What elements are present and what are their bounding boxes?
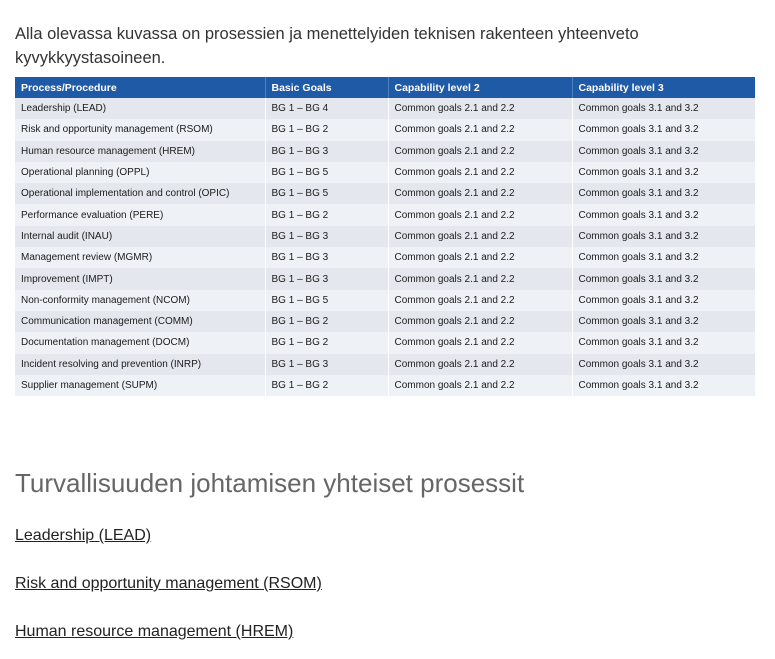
process-cell: Supplier management (SUPM) <box>15 375 265 396</box>
capability-2-cell: Common goals 2.1 and 2.2 <box>388 204 572 225</box>
process-cell: Communication management (COMM) <box>15 311 265 332</box>
capability-2-cell: Common goals 2.1 and 2.2 <box>388 247 572 268</box>
process-cell: Management review (MGMR) <box>15 247 265 268</box>
section-title: Turvallisuuden johtamisen yhteiset prosessit <box>15 468 525 498</box>
process-cell: Operational planning (OPPL) <box>15 162 265 183</box>
capability-3-cell: Common goals 3.1 and 3.2 <box>572 204 755 225</box>
basic-goals-cell: BG 1 – BG 2 <box>265 375 388 396</box>
capability-3-cell: Common goals 3.1 and 3.2 <box>572 226 755 247</box>
intro-paragraph: Alla olevassa kuvassa on prosessien ja menettelyiden teknisen rakenteen yhteenveto kyvykkyystasoineen. <box>15 24 639 67</box>
table-row <box>15 119 755 140</box>
basic-goals-cell: BG 1 – BG 2 <box>265 119 388 140</box>
basic-goals-cell: BG 1 – BG 5 <box>265 290 388 311</box>
table-row <box>15 204 755 225</box>
basic-goals-cell: BG 1 – BG 5 <box>265 162 388 183</box>
capability-3-cell: Common goals 3.1 and 3.2 <box>572 98 755 119</box>
process-cell: Internal audit (INAU) <box>15 226 265 247</box>
capability-3-cell: Common goals 3.1 and 3.2 <box>572 375 755 396</box>
capability-3-cell: Common goals 3.1 and 3.2 <box>572 162 755 183</box>
process-cell: Non-conformity management (NCOM) <box>15 290 265 311</box>
table-row <box>15 354 755 375</box>
capability-3-cell: Common goals 3.1 and 3.2 <box>572 247 755 268</box>
capability-2-cell: Common goals 2.1 and 2.2 <box>388 375 572 396</box>
table-row <box>15 290 755 311</box>
basic-goals-cell: BG 1 – BG 3 <box>265 226 388 247</box>
table-row <box>15 98 755 119</box>
capability-2-cell: Common goals 2.1 and 2.2 <box>388 141 572 162</box>
capability-2-cell: Common goals 2.1 and 2.2 <box>388 332 572 353</box>
basic-goals-cell: BG 1 – BG 4 <box>265 98 388 119</box>
table-row <box>15 375 755 396</box>
process-cell: Documentation management (DOCM) <box>15 332 265 353</box>
basic-goals-cell: BG 1 – BG 3 <box>265 268 388 289</box>
capability-3-cell: Common goals 3.1 and 3.2 <box>572 141 755 162</box>
table-row <box>15 141 755 162</box>
header-process: Process/Procedure <box>15 77 265 98</box>
capability-2-cell: Common goals 2.1 and 2.2 <box>388 162 572 183</box>
capability-2-cell: Common goals 2.1 and 2.2 <box>388 183 572 204</box>
capability-2-cell: Common goals 2.1 and 2.2 <box>388 290 572 311</box>
table-row <box>15 332 755 353</box>
basic-goals-cell: BG 1 – BG 2 <box>265 332 388 353</box>
basic-goals-cell: BG 1 – BG 3 <box>265 354 388 375</box>
process-cell: Risk and opportunity management (RSOM) <box>15 119 265 140</box>
basic-goals-cell: BG 1 – BG 3 <box>265 141 388 162</box>
capability-2-cell: Common goals 2.1 and 2.2 <box>388 354 572 375</box>
header-basic-goals: Basic Goals <box>265 77 388 98</box>
capability-2-cell: Common goals 2.1 and 2.2 <box>388 311 572 332</box>
link-human-resource[interactable]: Human resource management (HREM) <box>15 623 294 640</box>
table-row <box>15 247 755 268</box>
table-row <box>15 311 755 332</box>
header-capability-3: Capability level 3 <box>572 77 755 98</box>
process-cell: Leadership (LEAD) <box>15 98 265 119</box>
process-table-image <box>15 77 755 396</box>
basic-goals-cell: BG 1 – BG 3 <box>265 247 388 268</box>
table-header-row <box>15 77 755 98</box>
basic-goals-cell: BG 1 – BG 2 <box>265 311 388 332</box>
capability-3-cell: Common goals 3.1 and 3.2 <box>572 268 755 289</box>
process-table <box>15 77 755 396</box>
capability-3-cell: Common goals 3.1 and 3.2 <box>572 332 755 353</box>
capability-3-cell: Common goals 3.1 and 3.2 <box>572 183 755 204</box>
header-capability-2: Capability level 2 <box>388 77 572 98</box>
capability-2-cell: Common goals 2.1 and 2.2 <box>388 268 572 289</box>
link-leadership[interactable]: Leadership (LEAD) <box>15 527 152 544</box>
table-body <box>15 98 755 396</box>
process-cell: Human resource management (HREM) <box>15 141 265 162</box>
basic-goals-cell: BG 1 – BG 2 <box>265 204 388 225</box>
capability-2-cell: Common goals 2.1 and 2.2 <box>388 119 572 140</box>
table-row <box>15 162 755 183</box>
capability-3-cell: Common goals 3.1 and 3.2 <box>572 290 755 311</box>
process-cell: Operational implementation and control (OPIC) <box>15 183 265 204</box>
process-cell: Performance evaluation (PERE) <box>15 204 265 225</box>
capability-2-cell: Common goals 2.1 and 2.2 <box>388 98 572 119</box>
basic-goals-cell: BG 1 – BG 5 <box>265 183 388 204</box>
capability-3-cell: Common goals 3.1 and 3.2 <box>572 354 755 375</box>
process-cell: Incident resolving and prevention (INRP) <box>15 354 265 375</box>
process-cell: Improvement (IMPT) <box>15 268 265 289</box>
capability-3-cell: Common goals 3.1 and 3.2 <box>572 311 755 332</box>
table-row <box>15 226 755 247</box>
table-row <box>15 268 755 289</box>
capability-3-cell: Common goals 3.1 and 3.2 <box>572 119 755 140</box>
link-risk-opportunity[interactable]: Risk and opportunity management (RSOM) <box>15 575 322 592</box>
table-row <box>15 183 755 204</box>
capability-2-cell: Common goals 2.1 and 2.2 <box>388 226 572 247</box>
